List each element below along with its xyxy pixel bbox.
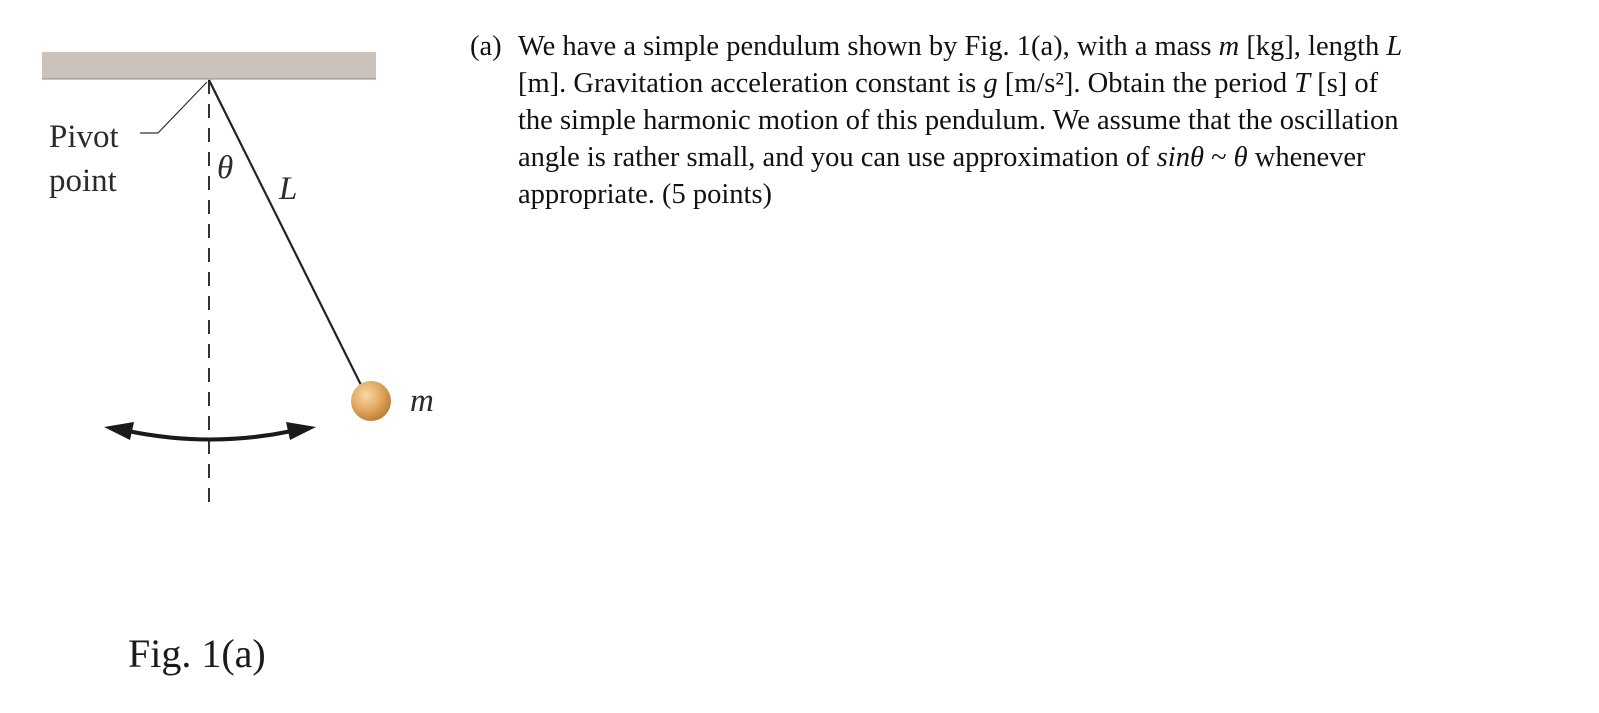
text-run: [m/s²]. Obtain the period (997, 68, 1295, 99)
mass-label: m (410, 383, 434, 419)
pendulum-figure (0, 0, 470, 713)
swing-arrowhead-left (104, 422, 134, 440)
text-run: appropriate. (5 points) (518, 179, 773, 210)
problem-text (518, 28, 1480, 213)
text-run: the simple harmonic motion of this pendulum. We assume that the oscillation (518, 105, 1399, 136)
pivot-label-line2: point (49, 163, 117, 199)
problem-text-line (518, 65, 1480, 102)
pivot-leader-line (140, 82, 207, 133)
math-symbol: sinθ (1156, 142, 1204, 173)
text-run: angle is rather small, and you can use approximation of (518, 142, 1157, 173)
length-label: L (279, 171, 298, 207)
math-symbol: g (983, 68, 998, 99)
swing-arrowhead-right (286, 422, 316, 440)
ceiling-support (42, 52, 376, 79)
pivot-label-line1: Pivot (49, 119, 119, 155)
problem-statement (470, 28, 1480, 213)
problem-text-line (518, 28, 1480, 65)
angle-theta-label: θ (217, 150, 234, 186)
problem-text-line (518, 102, 1480, 139)
problem-part-marker: (a) (470, 31, 502, 62)
text-run: [kg], length (1239, 31, 1387, 62)
pendulum-bob (351, 381, 391, 421)
math-symbol: T (1294, 68, 1311, 99)
text-run: [s] of (1310, 68, 1379, 99)
pendulum-string (209, 80, 362, 387)
swing-arc (128, 431, 292, 440)
math-symbol: θ (1233, 142, 1248, 173)
pendulum-diagram (0, 0, 470, 713)
text-run: whenever (1247, 142, 1366, 173)
math-symbol: m (1218, 31, 1240, 62)
math-symbol: L (1386, 31, 1403, 62)
figure-caption: Fig. 1(a) (128, 631, 266, 676)
problem-text-line (518, 139, 1480, 176)
text-run: [m]. Gravitation acceleration constant is (518, 68, 984, 99)
text-run: ~ (1203, 142, 1234, 173)
problem-text-line (518, 176, 1480, 213)
text-run: We have a simple pendulum shown by Fig. 1(a), with a mass (518, 31, 1219, 62)
